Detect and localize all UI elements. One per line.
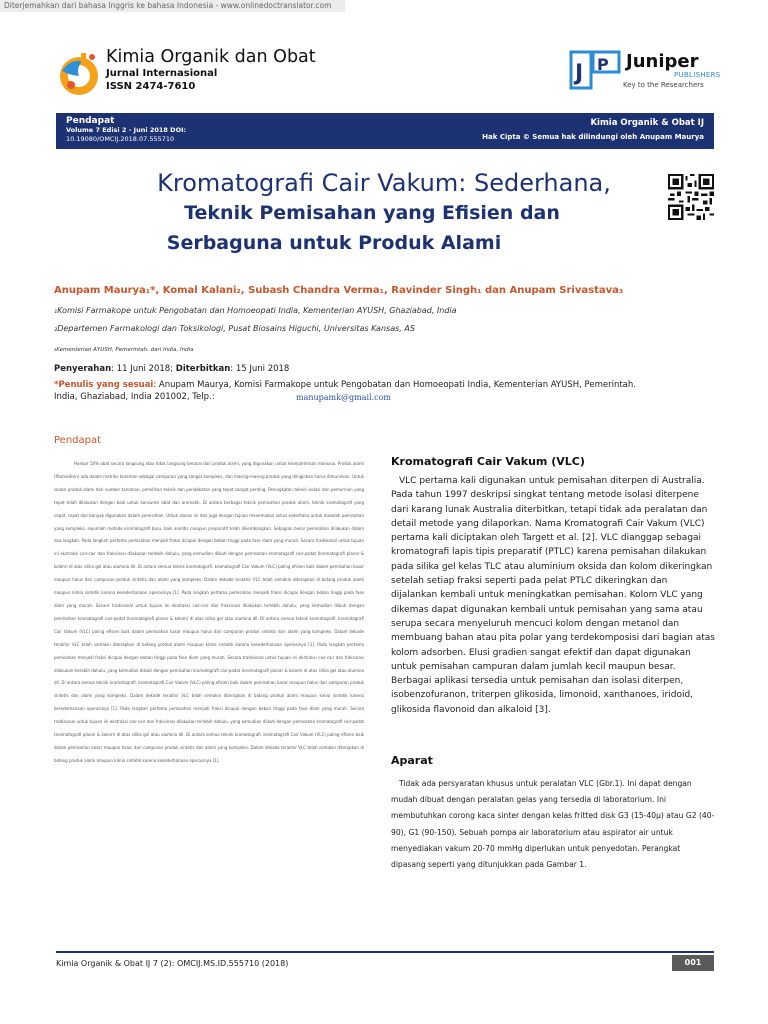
apparatus-paragraph: Tidak ada persyaratan khusus untuk peralatan VLC (Gbr.1). Ini dapat dengan mudah dibuat dengan peralatan gelas yang tersedia di laboratorium. Ini membutuhkan corong kaca sinter dengan kelas fritted disk G3 (15-40μ) atau G2 (40-90), G1 (90-150). Sebuah pompa air laboratorium atau aspirator air untuk menyediakan vakum 20-70 mmHg diperlukan untuk penyedotan. Perangkat dipasang seperti yang ditunjukkan pada Gambar 1. [391, 779, 715, 870]
footer-divider [56, 951, 714, 953]
footer-citation: Kimia Organik & Obat IJ 7 (2): OMCIJ.MS.ID.555710 (2018) [56, 959, 289, 968]
svg-text:J: J [575, 61, 584, 86]
juniper-logo-icon [569, 50, 621, 90]
published-date: : 15 Juni 2018 [230, 364, 290, 374]
qr-code-icon[interactable] [668, 174, 714, 220]
abstract-paragraph: Hampir 50% obat secara langsung atau tidak langsung berasal dari produk alami, yang digunakan untuk kesejahteraan manusia. Produk alami (fitomedisin) ada dalam matriks tanaman sebagai campuran yang sangat kompleks, dan masing-masing produk yang diinginkan harus dimurnikan. Untuk isolasi produk alami dari sumber tanaman, pemilihan teknik dan pendekatan yang tepat sangat penting. Peningkatan teknik isolasi dan pemurnian yang tepat telah dilakukan dengan baik untuk konsumsi obat dan aromatik. Di antara berbagai teknik pemisahan produk alami, teknik kromatografi yang cepat, cepat dan banyak digunakan dalam pemisahan. Untuk alasan ini dan juga dengan tujuan menemukan solusi sederhana untuk masalah pemisahan yang kompleks, sejumlah metode kromatografi baru, baik analitis maupun preparatif telah dikembangkan. Sebagian besar pemisahan dilakukan dalam dua langkah. Pada langkah pertama pemisahan menjadi fraksi dicapai dengan beban tinggi pada fase diam yang murah. Secara tradisional untuk tujuan ini ekstraksi cair-cair dan fraksinasi dilakukan terlebih dahulu, yang kemudian diikuti dengan pemisahan kromatografi cair-padat (kromatografi planar & kolom) di atas silika gel atau alumina dll. Di antara semua teknik kromatografi, kromatografi Cair Vakum (VLC) paling efisien baik dalam pemisahan kasar maupun halus dari campuran produk sintetis dan alami yang kompleks. Dalam dekade terakhir VLC telah semakin diterapkan di bidang produk alami maupun kimia sintetik karena kesederhanaan operasinya [1]. Pada langkah pertama pemisahan menjadi fraksi dicapai dengan beban tinggi pada fase diam yang murah. Secara tradisional untuk tujuan ini ekstraksi cair-cair dan fraksinasi dilakukan terlebih dahulu, yang kemudian diikuti dengan pemisahan kromatografi cair-padat (kromatografi planar & kolom) di atas silika gel atau alumina dll. Di antara semua teknik kromatografi, kromatografi Cair Vakum (VLC) paling efisien baik dalam pemisahan kasar maupun halus dari campuran produk sintetis dan alami yang kompleks. Dalam dekade terakhir VLC telah semakin diterapkan di bidang produk alami maupun kimia sintetik karena kesederhanaan operasinya [1]. Pada langkah pertama pemisahan menjadi fraksi dicapai dengan beban tinggi pada fase diam yang murah. Secara tradisional untuk tujuan ini ekstraksi cair-cair dan fraksinasi dilakukan terlebih dahulu, yang kemudian diikuti dengan pemisahan kromatografi cair-padat (kromatografi planar & kolom) di atas silika gel atau alumina dll. Di antara semua teknik kromatografi, kromatografi Cair Vakum (VLC) paling efisien baik dalam pemisahan kasar maupun halus dari campuran produk sintetis dan alami yang kompleks. Dalam dekade terakhir VLC telah semakin diterapkan di bidang produk alami maupun kimia sintetik karena kesederhanaan operasinya [1]. Pada langkah pertama pemisahan menjadi fraksi dicapai dengan beban tinggi pada fase diam yang murah. Secara tradisional untuk tujuan ini ekstraksi cair-cair dan fraksinasi dilakukan terlebih dahulu, yang kemudian diikuti dengan pemisahan kromatografi cair-padat (kromatografi planar & kolom) di atas silika gel atau alumina dll. Di antara semua teknik kromatografi, kromatografi Cair Vakum (VLC) paling efisien baik dalam pemisahan kasar maupun halus dari campuran produk sintetis dan alami yang kompleks. Dalam dekade terakhir VLC telah semakin diterapkan di bidang produk alami maupun kimia sintetik karena kesederhanaan operasinya [1]. [54, 461, 364, 763]
affiliation-1: ₁Komisi Farmakope untuk Pengobatan dan Homoeopati India, Kementerian AYUSH, Ghaziabad, India [54, 306, 457, 315]
publisher-sub: PUBLISHERS [674, 71, 721, 79]
vlc-paragraph: VLC pertama kali digunakan untuk pemisahan diterpen di Australia. Pada tahun 1997 deskripsi singkat tentang metode isolasi diterpene dari karang lunak Australia diterbitkan, tetapi tidak ada peralatan dan detail metode yang dilaporkan. Nama Kromatografi Cair Vakum (VLC) pertama kali diciptakan oleh Targett et al. [2]. VLC dianggap sebagai kromatografi lapis tipis preparatif (PTLC) karena pemisahan dilakukan pada silika gel kelas TLC atau aluminium oksida dan kolom dikeringkan setelah setiap fraksi seperti pada pelat PTLC dikeringkan dan dijalankan kembali untuk meningkatkan pemisahan. Kolom VLC yang dikemas dapat digunakan kembali untuk pemisahan yang sama atau serupa secara menyeluruh mencuci kolom dengan metanol dan membuang bahan atau pita polar yang terdekomposisi dari bagian atas kolom adsorben. Elusi gradien sangat efektif dan dapat digunakan untuk pemisahan campuran dalam jumlah kecil maupun besar. Berbagai aplikasi tersedia untuk pemisahan dan isolasi diterpen, isobenzofuranon, triterpen glikosida, limonoid, xanthanoes, iridoid, glikosida flavonoid dan alkaloid [3]. [391, 476, 715, 715]
article-type: Pendapat [66, 116, 115, 126]
author-list: Anupam Maurya₁*, Komal Kalani₂, Subash Chandra Verma₁, Ravinder Singh₁ dan Anupam Srivastava₃ [54, 285, 624, 296]
correspondence-address: : Anupam Maurya, Komisi Farmakope untuk Pengobatan dan Homoeopati India, Kementerian AYUSH, Pemerintah. [153, 380, 636, 390]
journal-name: Kimia Organik dan Obat [106, 47, 316, 67]
translator-bar: Diterjemahkan dari bahasa Inggris ke bahasa Indonesia - www.onlinedoctranslator.com [0, 0, 345, 12]
received-label: Penyerahan [54, 364, 112, 374]
article-dates [54, 364, 289, 374]
article-title-line-3: Serbaguna untuk Produk Alami [166, 232, 502, 254]
abstract-heading: Pendapat [54, 435, 102, 446]
apparatus-section-body [391, 776, 715, 873]
journal-type: Jurnal Internasional [106, 68, 218, 79]
article-info-band [56, 113, 714, 149]
journal-issn: ISSN 2474-7610 [106, 81, 196, 92]
correspondence-line-2: India, Ghaziabad, India 201002, Telp.: [54, 392, 215, 402]
publisher-name: Juniper [626, 51, 699, 72]
publisher-tagline: Key to the Researchers [623, 81, 704, 89]
received-date: : 11 Juni 2018; [111, 364, 174, 374]
journal-logo-icon [56, 49, 102, 97]
volume-info: Volume 7 Edisi 2 - Juni 2018 DOI: [66, 126, 187, 134]
affiliation-3: ₃Kementerian AYUSH, Pemerintah. dari India, India [54, 347, 194, 353]
copyright: Hak Cipta © Semua hak dilindungi oleh Anupam Maurya [482, 133, 704, 141]
correspondence-line-1 [54, 380, 636, 390]
corresponding-author-label: *Penulis yang sesuai [54, 380, 154, 390]
apparatus-section-heading: Aparat [391, 754, 433, 767]
article-title-line-1: Kromatografi Cair Vakum: Sederhana, [157, 169, 611, 197]
journal-short-name: Kimia Organik & Obat IJ [590, 118, 704, 128]
affiliation-2: ₂Departemen Farmakologi dan Toksikologi, Pusat Biosains Higuchi, Universitas Kansas, AS [54, 324, 415, 333]
published-label: Diterbitkan [175, 364, 231, 374]
svg-text:P: P [597, 55, 609, 74]
article-title-line-2: Teknik Pemisahan yang Efisien dan [184, 202, 560, 224]
vlc-section-body [391, 474, 715, 717]
doi[interactable]: 10.19080/OMCIJ.2018.07.555710 [66, 135, 175, 143]
vlc-section-heading: Kromatografi Cair Vakum (VLC) [391, 455, 585, 468]
email-link[interactable]: manupamk@gmail.com [296, 393, 392, 402]
page-number: 001 [672, 955, 714, 971]
abstract-body [54, 458, 364, 768]
